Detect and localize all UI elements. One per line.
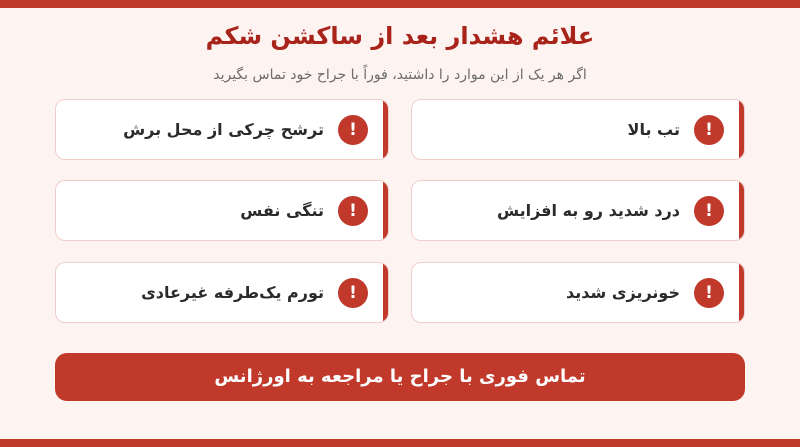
alert-icon: ! (338, 196, 368, 226)
card-accent (739, 263, 744, 322)
warning-label: تورم یک‌طرفه غیرعادی (141, 283, 324, 302)
warning-label: تب بالا (627, 120, 680, 139)
top-accent-bar (0, 0, 800, 8)
warning-card-unilateral-swelling (55, 262, 389, 323)
page-title: علائم هشدار بعد از ساکشن شکم (205, 22, 595, 50)
card-accent (383, 100, 388, 159)
warning-card-shortness-of-breath (55, 180, 389, 241)
alert-icon: ! (338, 115, 368, 145)
card-accent (739, 181, 744, 240)
alert-icon: ! (694, 278, 724, 308)
warning-label: خونریزی شدید (566, 283, 680, 302)
card-accent (739, 100, 744, 159)
warning-card-severe-pain (411, 180, 745, 241)
card-accent (383, 181, 388, 240)
card-accent (383, 263, 388, 322)
emergency-contact-button[interactable]: تماس فوری با جراح یا مراجعه به اورژانس (55, 353, 745, 401)
warning-card-high-fever (411, 99, 745, 160)
warning-label: درد شدید رو به افزایش (496, 201, 680, 220)
warning-label: ترشح چرکی از محل برش (123, 120, 324, 139)
warning-card-purulent-discharge (55, 99, 389, 160)
warning-card-severe-bleeding (411, 262, 745, 323)
warning-label: تنگی نفس (240, 201, 324, 220)
alert-icon: ! (338, 278, 368, 308)
bottom-accent-bar (0, 439, 800, 447)
alert-icon: ! (694, 115, 724, 145)
page-subtitle: اگر هر یک از این موارد را داشتید، فوراً با جراح خود تماس بگیرید (213, 67, 587, 83)
alert-icon: ! (694, 196, 724, 226)
